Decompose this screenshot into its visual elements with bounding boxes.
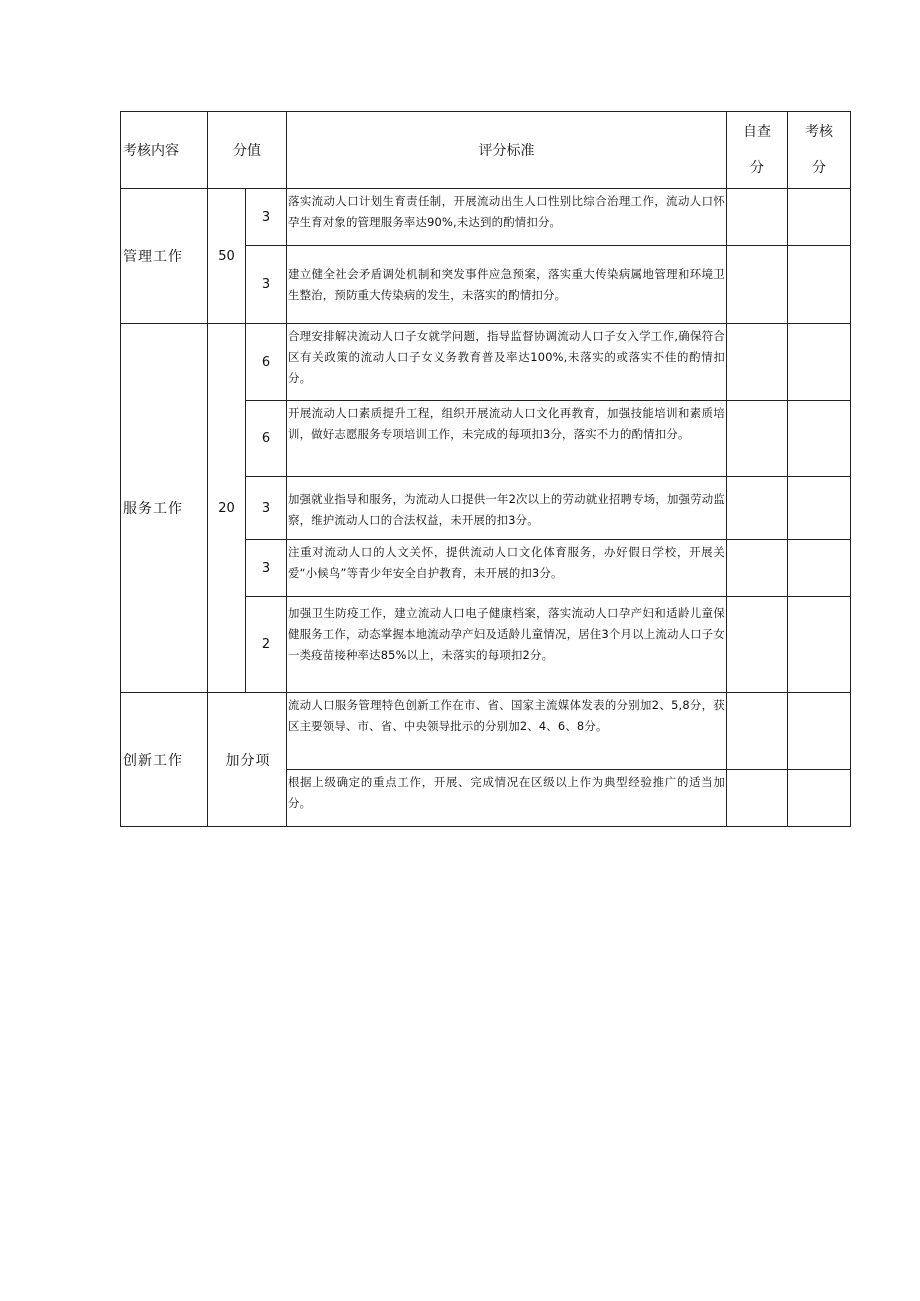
assess-cell[interactable] — [788, 597, 851, 693]
item-criteria: 建立健全社会矛盾调处机制和突发事件应急预案，落实重大传染病属地管理和环境卫生整治，预防重大传染病的发生，未落实的酌情扣分。 — [287, 246, 727, 324]
self-check-cell[interactable] — [727, 693, 788, 770]
category-name: 管理工作 — [121, 189, 208, 324]
header-self-check-bottom: 分 — [750, 160, 764, 176]
item-points: 2 — [246, 597, 287, 693]
category-total: 50 — [208, 189, 246, 324]
header-standard — [287, 112, 727, 189]
assess-cell[interactable] — [788, 477, 851, 540]
category-name: 服务工作 — [121, 324, 208, 693]
assess-cell[interactable] — [788, 189, 851, 246]
item-criteria: 根据上级确定的重点工作，开展、完成情况在区级以上作为典型经验推广的适当加分。 — [287, 770, 727, 827]
item-criteria: 加强卫生防疫工作，建立流动人口电子健康档案，落实流动人口孕产妇和适龄儿童保健服务工作，动态掌握本地流动孕产妇及适龄儿童情况，居住3个月以上流动人口子女一类疫苗接种率达85%以上，未落实的每项扣2分。 — [287, 597, 727, 693]
header-content — [121, 112, 208, 189]
assessment-table — [120, 111, 851, 827]
item-points: 6 — [246, 324, 287, 401]
self-check-cell[interactable] — [727, 770, 788, 827]
self-check-cell[interactable] — [727, 597, 788, 693]
header-row — [121, 112, 851, 189]
header-assess-top: 考核 — [805, 124, 833, 140]
header-assess — [788, 112, 851, 189]
self-check-cell[interactable] — [727, 246, 788, 324]
item-criteria: 合理安排解决流动人口子女就学问题，指导监督协调流动人口子女入学工作,确保符合区有关政策的流动人口子女义务教育普及率达100%,未落实的或落实不佳的酌情扣分。 — [287, 324, 727, 401]
assess-cell[interactable] — [788, 324, 851, 401]
item-criteria: 落实流动人口计划生育责任制，开展流动出生人口性别比综合治理工作，流动人口怀孕生育对象的管理服务率达90%,未达到的酌情扣分。 — [287, 189, 727, 246]
category-total: 加分项 — [208, 693, 287, 827]
table-row — [121, 693, 851, 770]
item-criteria: 流动人口服务管理特色创新工作在市、省、国家主流媒体发表的分别加2、5,8分，获区主要领导、市、省、中央领导批示的分别加2、4、6、8分。 — [287, 693, 727, 770]
table-row — [121, 189, 851, 246]
header-content-label: 考核内容 — [123, 143, 179, 159]
table-row — [121, 324, 851, 401]
item-criteria: 加强就业指导和服务，为流动人口提供一年2次以上的劳动就业招聘专场，加强劳动监察，维护流动人口的合法权益，未开展的扣3分。 — [287, 477, 727, 540]
item-points: 3 — [246, 246, 287, 324]
category-total: 20 — [208, 324, 246, 693]
self-check-cell[interactable] — [727, 401, 788, 477]
assess-cell[interactable] — [788, 540, 851, 597]
category-name: 创新工作 — [121, 693, 208, 827]
header-standard-label: 评分标准 — [478, 143, 535, 159]
self-check-cell[interactable] — [727, 324, 788, 401]
self-check-cell[interactable] — [727, 189, 788, 246]
item-points: 6 — [246, 401, 287, 477]
self-check-cell[interactable] — [727, 477, 788, 540]
header-score — [208, 112, 287, 189]
assess-cell[interactable] — [788, 401, 851, 477]
assess-cell[interactable] — [788, 693, 851, 770]
assess-cell[interactable] — [788, 246, 851, 324]
item-points: 3 — [246, 540, 287, 597]
header-self-check — [727, 112, 788, 189]
assess-cell[interactable] — [788, 770, 851, 827]
item-criteria: 注重对流动人口的人文关怀，提供流动人口文化体育服务，办好假日学校，开展关爱“小候鸟”等青少年安全自护教育，未开展的扣3分。 — [287, 540, 727, 597]
item-criteria: 开展流动人口素质提升工程，组织开展流动人口文化再教育，加强技能培训和素质培训，做好志愿服务专项培训工作，未完成的每项扣3分，落实不力的酌情扣分。 — [287, 401, 727, 477]
header-score-label: 分值 — [233, 143, 261, 159]
item-points: 3 — [246, 189, 287, 246]
header-assess-bottom: 分 — [812, 160, 826, 176]
header-self-check-top: 自查 — [743, 124, 771, 140]
self-check-cell[interactable] — [727, 540, 788, 597]
item-points: 3 — [246, 477, 287, 540]
